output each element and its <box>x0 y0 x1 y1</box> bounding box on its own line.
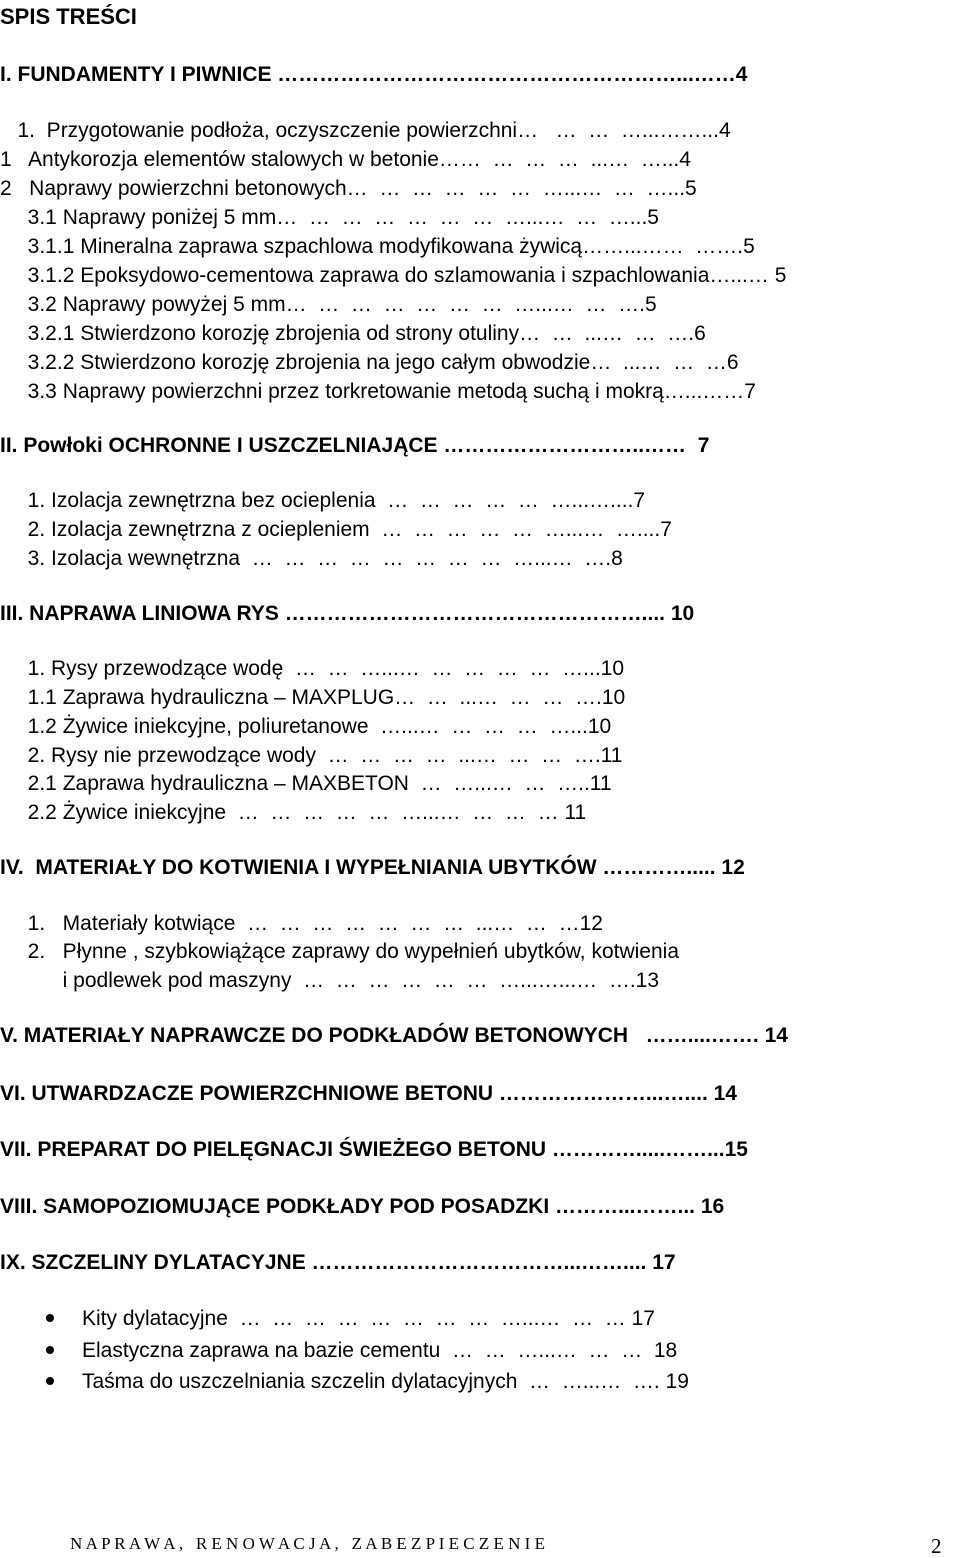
toc-entry: 3.1 Naprawy poniżej 5 mm… … … … … … … …...… … …...5 <box>16 206 659 229</box>
section-heading: III. NAPRAWA LINIOWA RYS …………………………………………….... 10 <box>0 602 695 625</box>
section-heading: V. MATERIAŁY NAPRAWCZE DO PODKŁADÓW BETONOWYCH ……....……. 14 <box>0 1024 788 1047</box>
page-number: 2 <box>931 1534 942 1558</box>
section-heading: VI. UTWARDZACZE POWIERZCHNIOWE BETONU …………………...….... 14 <box>0 1082 737 1105</box>
toc-entry: 2.2 Żywice iniekcyjne … … … … … …...… … … … 11 <box>16 801 587 824</box>
section-heading: I. FUNDAMENTY I PIWNICE …………………………………………………...……4 <box>0 63 748 86</box>
toc-entry: 3.2 Naprawy powyżej 5 mm… … … … … … … …...… … ….5 <box>16 293 657 316</box>
toc-entry: 3. Izolacja wewnętrzna … … … … … … … … …...… ….8 <box>16 547 623 570</box>
bullet-icon <box>46 1377 54 1385</box>
toc-entry: 1. Materiały kotwiące … … … … … … … ...… … …12 <box>16 912 603 935</box>
toc-entry: 2. Izolacja zewnętrzna z ociepleniem … … … … … …...… …....7 <box>16 518 672 541</box>
toc-entry: 1.2 Żywice iniekcyjne, poliuretanowe …...… … … … …...10 <box>16 715 612 738</box>
toc-entry: 3.1.2 Epoksydowo-cementowa zaprawa do szlamowania i szpachlowania…...… 5 <box>16 264 787 287</box>
toc-entry: 3.2.2 Stwierdzono korozję zbrojenia na jego całym obwodzie… ...… … …6 <box>16 351 739 374</box>
list-item: Elastyczna zaprawa na bazie cementu … … …...… … … 18 <box>82 1339 678 1362</box>
toc-entry: 1. Izolacja zewnętrzna bez ocieplenia … … … … … …...…....7 <box>16 489 646 512</box>
toc-entry: 3.1.1 Mineralna zaprawa szpachlowa modyfikowana żywicą……...…… …….5 <box>16 235 755 258</box>
toc-entry: 2. Rysy nie przewodzące wody … … … … ...… … … ….11 <box>16 744 623 767</box>
page-footer: N A P R A W A , R E N O W A C J A , Z A B E Z P I E C Z E N I E <box>70 1534 545 1553</box>
toc-entry: 1. Przygotowanie podłoża, oczyszczenie powierzchni… … … …...……...4 <box>0 119 731 142</box>
toc-entry: 2. Płynne , szybkowiążące zaprawy do wypełnień ubytków, kotwienia <box>16 940 680 963</box>
section-heading: IX. SZCZELINY DYLATACYJNE ………………………………...…….... 17 <box>0 1251 676 1274</box>
toc-entry: 1. Rysy przewodzące wodę … … …...… … … … … …...10 <box>16 657 625 680</box>
toc-entry: i podlewek pod maszyny … … … … … … …...…...… ….13 <box>16 969 660 992</box>
list-item: Kity dylatacyjne … … … … … … … … …...… … … 17 <box>82 1307 655 1330</box>
toc-entry: 1.1 Zaprawa hydrauliczna – MAXPLUG… … ...… … … ….10 <box>16 686 626 709</box>
list-item: Taśma do uszczelniania szczelin dylatacyjnych … …...… …. 19 <box>82 1370 689 1393</box>
page-title: SPIS TREŚCI <box>0 4 137 29</box>
toc-entry: 3.3 Naprawy powierzchni przez torkretowanie metodą suchą i mokrą…...……7 <box>16 380 756 403</box>
section-heading: VII. PREPARAT DO PIELĘGNACJI ŚWIEŻEGO BETONU ………….....……...15 <box>0 1138 748 1161</box>
section-heading: VIII. SAMOPOZIOMUJĄCE PODKŁADY POD POSADZKI ………...……... 16 <box>0 1195 725 1218</box>
toc-entry: 1 Antykorozja elementów stalowych w betonie…… … … … ...… …...4 <box>0 148 691 171</box>
toc-entry: 2.1 Zaprawa hydrauliczna – MAXBETON … …...… … …..11 <box>16 772 612 795</box>
bullet-icon <box>46 1346 54 1354</box>
section-heading: II. Powłoki OCHRONNE I USZCZELNIAJĄCE ………………………..…… 7 <box>0 434 710 457</box>
toc-entry: 3.2.1 Stwierdzono korozję zbrojenia od strony otuliny… … ...… … ….6 <box>16 322 706 345</box>
bullet-icon <box>46 1314 54 1322</box>
section-heading: IV. MATERIAŁY DO KOTWIENIA I WYPEŁNIANIA UBYTKÓW …………..... 12 <box>0 856 745 879</box>
toc-entry: 2 Naprawy powierzchni betonowych… … … … … … …...… … …...5 <box>0 177 697 200</box>
